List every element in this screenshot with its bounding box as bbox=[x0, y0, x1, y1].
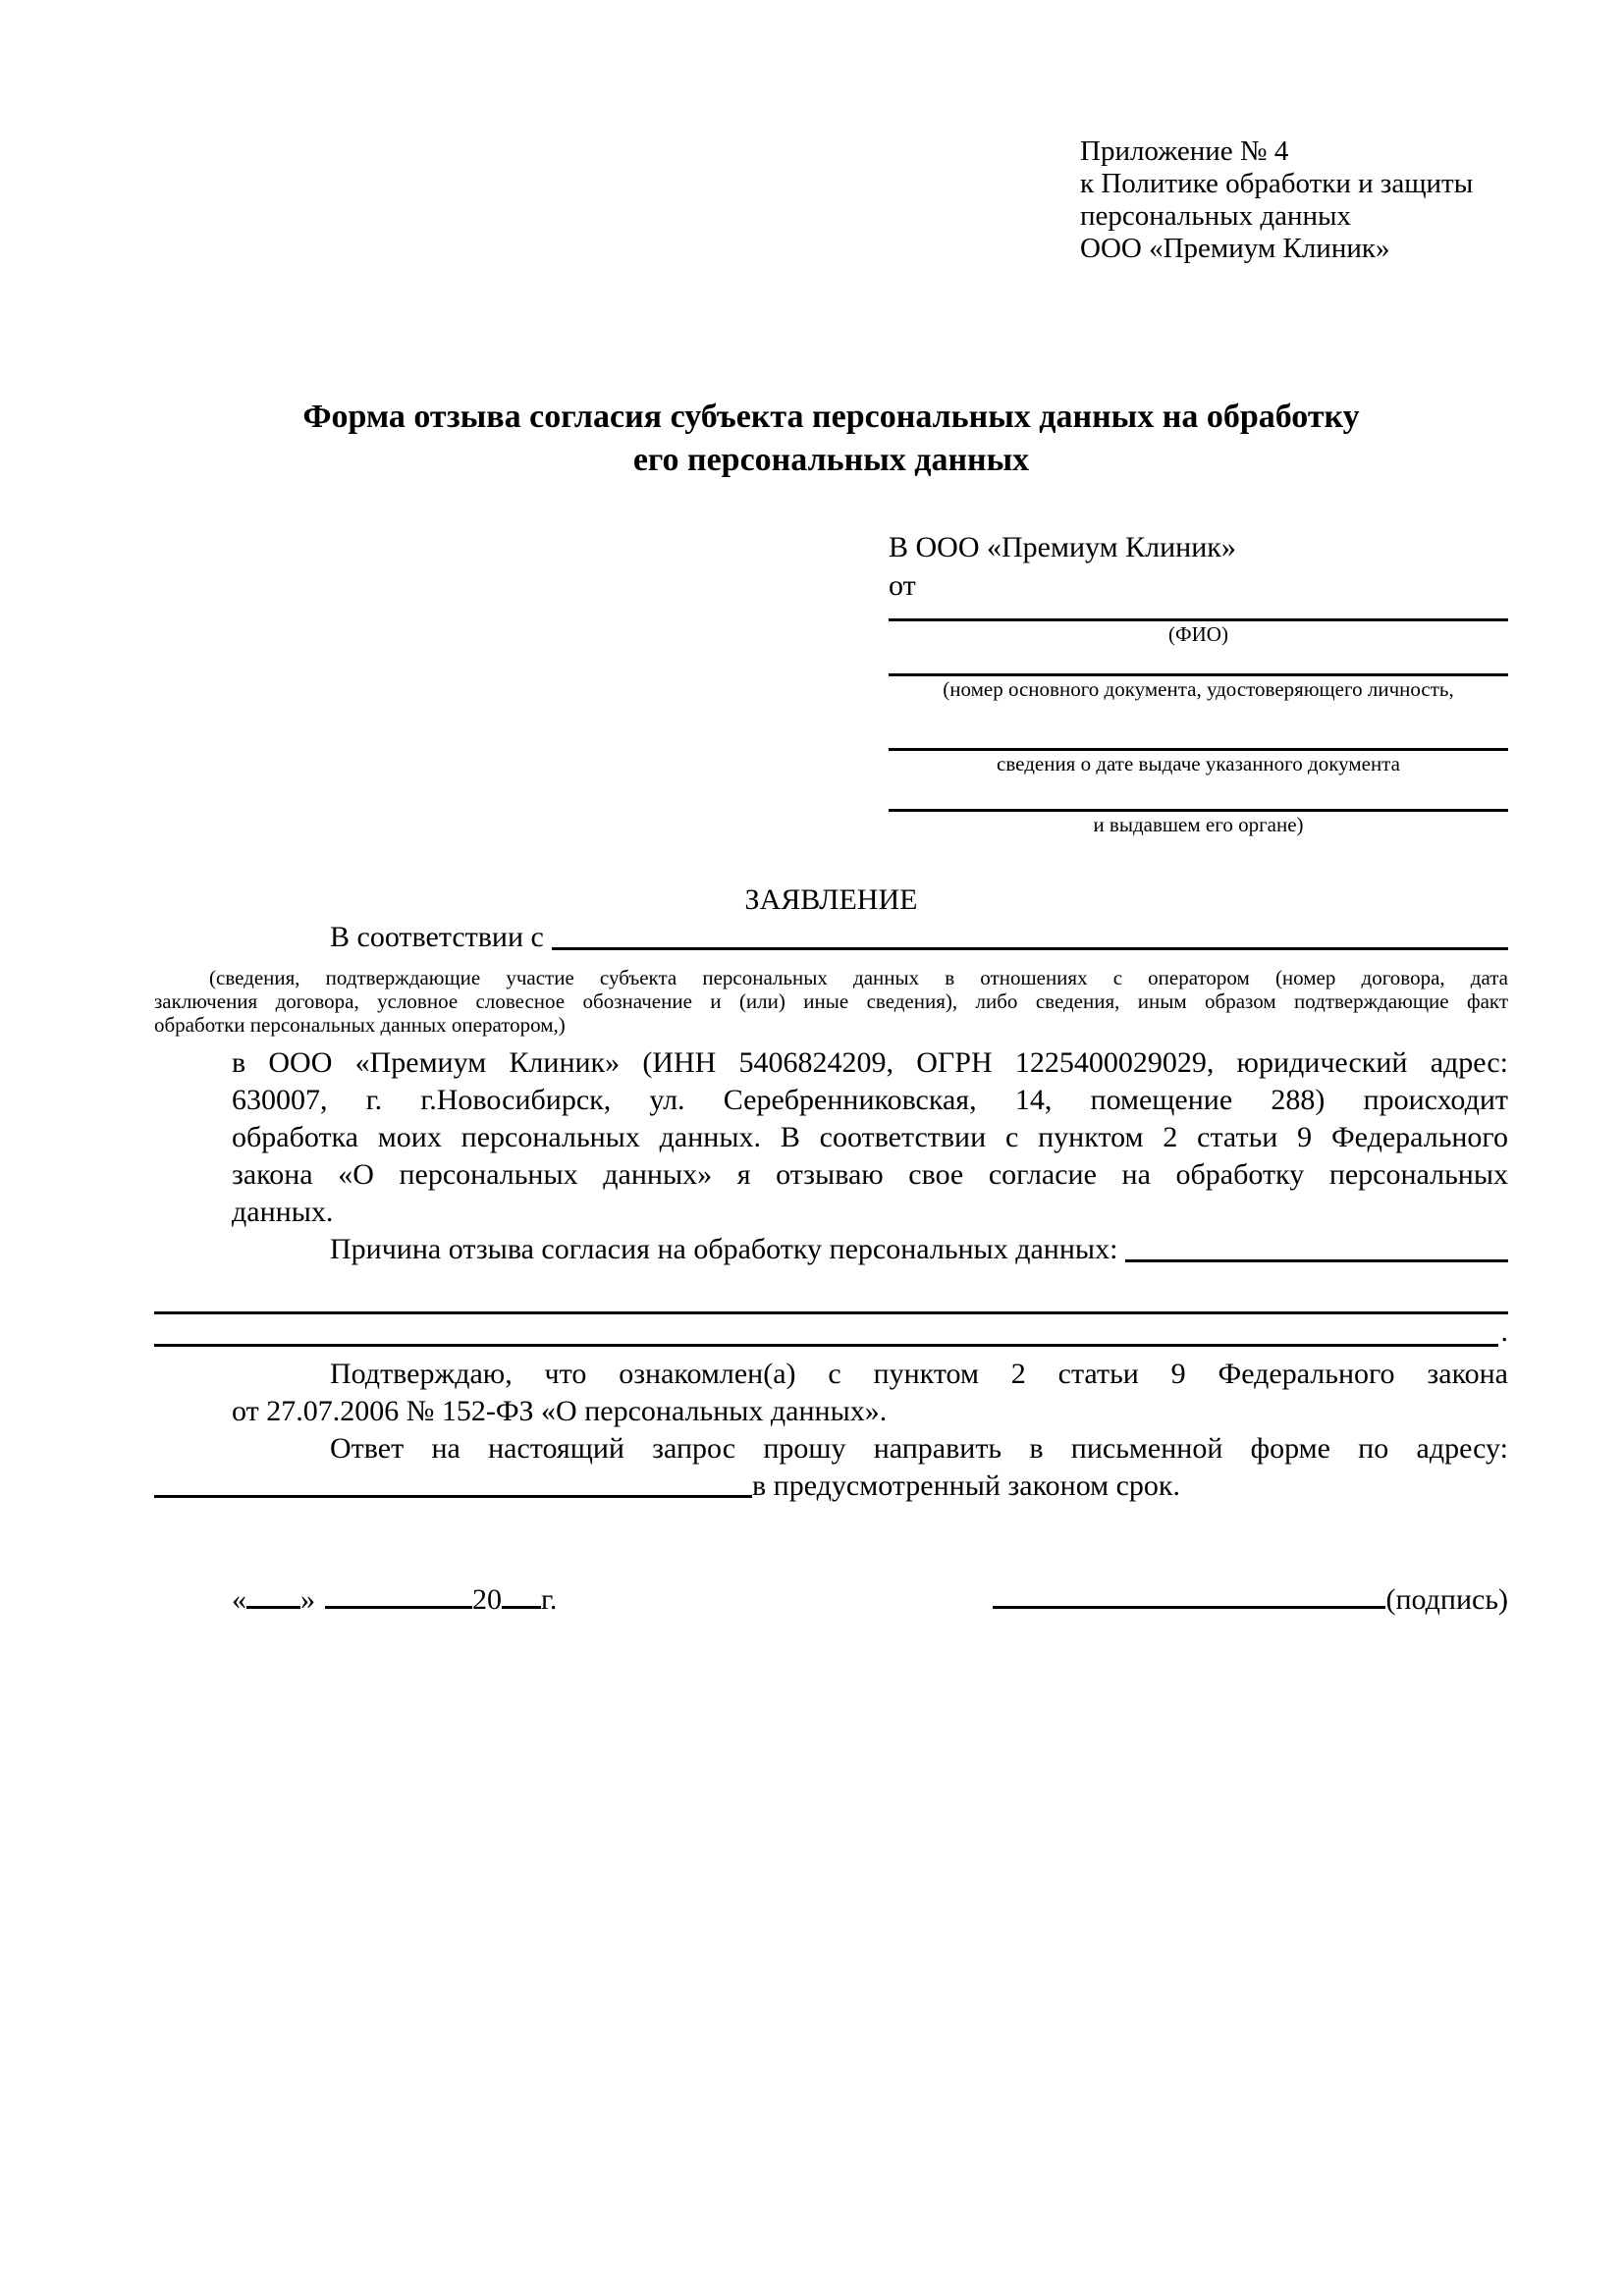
signature-group bbox=[993, 1581, 1508, 1619]
issue-date-field-line[interactable] bbox=[889, 702, 1508, 751]
intro-label: В соответствии с bbox=[330, 921, 544, 953]
appendix-header-line: к Политике обработки и защиты bbox=[1080, 168, 1474, 199]
date-year-suffix: г. bbox=[541, 1583, 558, 1616]
footnote-line: заключения договора, условное словесное обозначение и (или) иные сведения), либо сведения, иным образом подтверждающие факт bbox=[154, 989, 1508, 1013]
appendix-header-line: Приложение № 4 bbox=[1080, 135, 1289, 167]
reason-label: Причина отзыва согласия на обработку персональных данных: bbox=[330, 1233, 1118, 1265]
reply-request-line: Ответ на настоящий запрос прошу направить в письменной форме по адресу: bbox=[330, 1432, 1508, 1465]
reason-end-period: . bbox=[1500, 1315, 1508, 1348]
footnote-line: (сведения, подтверждающие участие субъекта персональных данных в отношениях с оператором (номер договора, дата bbox=[209, 966, 1508, 989]
date-day-field[interactable] bbox=[246, 1606, 300, 1609]
body-line: обработка моих персональных данных. В соответствии с пунктом 2 статьи 9 Федерального bbox=[232, 1121, 1508, 1153]
issuing-authority-caption: и выдавшем его органе) bbox=[1093, 813, 1304, 836]
date-month-field[interactable] bbox=[325, 1606, 472, 1609]
reason-line bbox=[232, 1231, 1508, 1268]
footer-row bbox=[154, 1581, 1508, 1619]
footnote-line: обработки персональных данных оператором,) bbox=[154, 1013, 566, 1037]
appendix-header-line: персональных данных bbox=[1080, 200, 1352, 232]
basis-field-line[interactable] bbox=[552, 947, 1508, 950]
confirmation-line: Подтверждаю, что ознакомлен(а) с пунктом 2 статьи 9 Федерального закона bbox=[330, 1358, 1508, 1390]
reason-field-line[interactable] bbox=[1125, 1259, 1508, 1262]
issuing-authority-field-line[interactable] bbox=[889, 776, 1508, 812]
document-title-line1: Форма отзыва согласия субъекта персональных данных на обработку bbox=[302, 399, 1360, 435]
reason-field-line-3[interactable] bbox=[154, 1344, 1498, 1347]
confirmation-line: от 27.07.2006 № 152-ФЗ «О персональных данных». bbox=[232, 1395, 888, 1427]
recipient-block bbox=[889, 528, 1508, 837]
address-field-line[interactable] bbox=[154, 1495, 752, 1498]
recipient-to: В ООО «Премиум Клиник» bbox=[889, 531, 1236, 563]
intro-line bbox=[232, 919, 1508, 956]
date-year-field[interactable] bbox=[502, 1606, 541, 1609]
reason-field-row-3 bbox=[154, 1314, 1508, 1347]
signature-field-line[interactable] bbox=[993, 1606, 1385, 1609]
footnote bbox=[154, 966, 1508, 1037]
appendix-header bbox=[1080, 135, 1508, 265]
reason-field-line-2[interactable] bbox=[154, 1268, 1508, 1314]
body-line: 630007, г. г.Новосибирск, ул. Серебренниковская, 14, помещение 288) происходит bbox=[232, 1084, 1508, 1116]
statement-heading: ЗАЯВЛЕНИЕ bbox=[744, 883, 918, 916]
date-year-prefix: 20 bbox=[472, 1583, 502, 1616]
body-line: закона «О персональных данных» я отзываю свое согласие на обработку персональных bbox=[232, 1158, 1508, 1191]
fio-field-line[interactable] bbox=[889, 605, 1508, 621]
body-line: в ООО «Премиум Клиник» (ИНН 5406824209, ОГРН 1225400029029, юридический адрес: bbox=[232, 1046, 1508, 1079]
date-line bbox=[232, 1581, 557, 1619]
recipient-from-label: от bbox=[889, 569, 916, 602]
date-quote-open: « bbox=[232, 1583, 246, 1616]
date-quote-close: » bbox=[300, 1583, 315, 1616]
document-title bbox=[154, 396, 1508, 482]
appendix-header-line: ООО «Премиум Клиник» bbox=[1080, 233, 1390, 264]
fio-caption: (ФИО) bbox=[1168, 622, 1228, 646]
reply-address-row bbox=[154, 1468, 1508, 1505]
reply-suffix: в предусмотренный законом срок. bbox=[752, 1469, 1180, 1502]
id-document-number-caption: (номер основного документа, удостоверяющего личность, bbox=[943, 677, 1454, 701]
document-title-line2: его персональных данных bbox=[632, 442, 1030, 478]
statement-body bbox=[232, 1044, 1508, 1231]
signature-caption: (подпись) bbox=[1385, 1583, 1508, 1616]
id-document-number-field-line[interactable] bbox=[889, 647, 1508, 676]
issue-date-caption: сведения о дате выдаче указанного документа bbox=[997, 752, 1400, 775]
body-line: данных. bbox=[232, 1196, 334, 1228]
confirmation-paragraph bbox=[232, 1356, 1508, 1430]
